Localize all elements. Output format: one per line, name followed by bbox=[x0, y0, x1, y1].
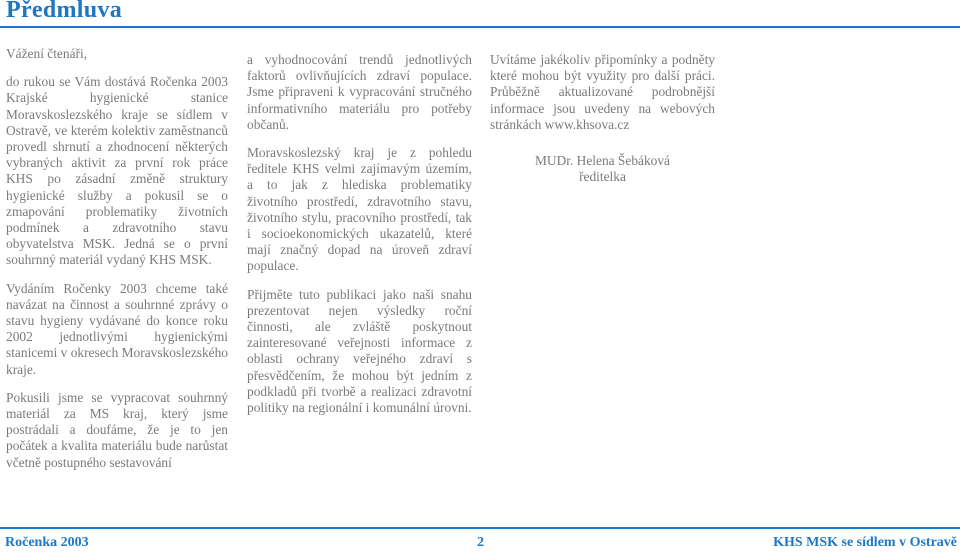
text-column-2 bbox=[247, 52, 472, 428]
footer-organization: KHS MSK se sídlem v Ostravě bbox=[773, 535, 957, 550]
paragraph: Moravskoslezský kraj je z pohledu ředitele KHS velmi zajímavým územím, a to jak z hlediska problematiky životního prostředí, zdravotního stavu, životního stylu, pracovního prostředí, tak i socioekonomických ukazatelů, které mají značný dopad na úroveň zdraví populace. bbox=[247, 145, 472, 274]
title-bar bbox=[0, 0, 960, 28]
paragraph: a vyhodnocování trendů jednotlivých faktorů ovlivňujících zdraví populace. Jsme připraveni k vypracování stručného informativního materiálu pro potřeby občanů. bbox=[247, 52, 472, 132]
paragraph: Přijměte tuto publikaci jako naši snahu prezentovat nejen výsledky roční činnosti, ale zvláště poskytnout zainteresované veřejnosti informace z oblasti ochrany veřejného zdraví s přesvědčením, že mohou být jedním z podkladů při tvorbě a realizaci zdravotní politiky na regionální i komunální úrovni. bbox=[247, 286, 472, 416]
salutation: Vážení čtenáři, bbox=[6, 46, 88, 61]
paragraph: do rukou se Vám dostává Ročenka 2003 Krajské hygienické stanice Moravskoslezského kraje se sídlem v Ostravě, ve kterém kolektiv zaměstnanců provedl shrnutí a zhodnocení některých vybraných aktivit za první rok práce KHS po zásadní změně struktury hygienické služby a pokusil se o zmapování problematiky životních podmínek a zdravotního stavu obyvatelstva MSK. Jedná se o první souhrnný materiál vydaný KHS MSK. bbox=[6, 74, 228, 268]
footer-divider bbox=[0, 527, 960, 529]
text-column-3 bbox=[490, 52, 715, 133]
signature-name: MUDr. Helena Šebáková bbox=[535, 153, 670, 168]
paragraph: Pokusili jsme se vypracovat souhrnný materiál za MS kraj, který jsme postrádali a doufáme, že je to jen počátek a kvalita materiálu bude narůstat včetně postupného sestavování bbox=[6, 389, 228, 470]
footer-publication: Ročenka 2003 bbox=[5, 535, 89, 550]
page-title: Předmluva bbox=[6, 0, 123, 23]
paragraph: Vydáním Ročenky 2003 chceme také navázat na činnost a souhrnné zprávy o stavu hygieny vydávané do konce roku 2002 jednotlivými hygienickými stanicemi v okresech Moravskoslezského kraje. bbox=[6, 280, 228, 377]
paragraph: Uvítáme jakékoliv připomínky a podněty které mohou být využity pro další práci. Průběžně aktualizované podrobnější informace jsou uvedeny na webových stránkách www.khsova.cz bbox=[490, 52, 715, 132]
signature-role: ředitelka bbox=[579, 169, 626, 185]
page-number: 2 bbox=[477, 535, 484, 550]
text-column-1 bbox=[6, 46, 228, 483]
signature-block bbox=[490, 153, 715, 185]
